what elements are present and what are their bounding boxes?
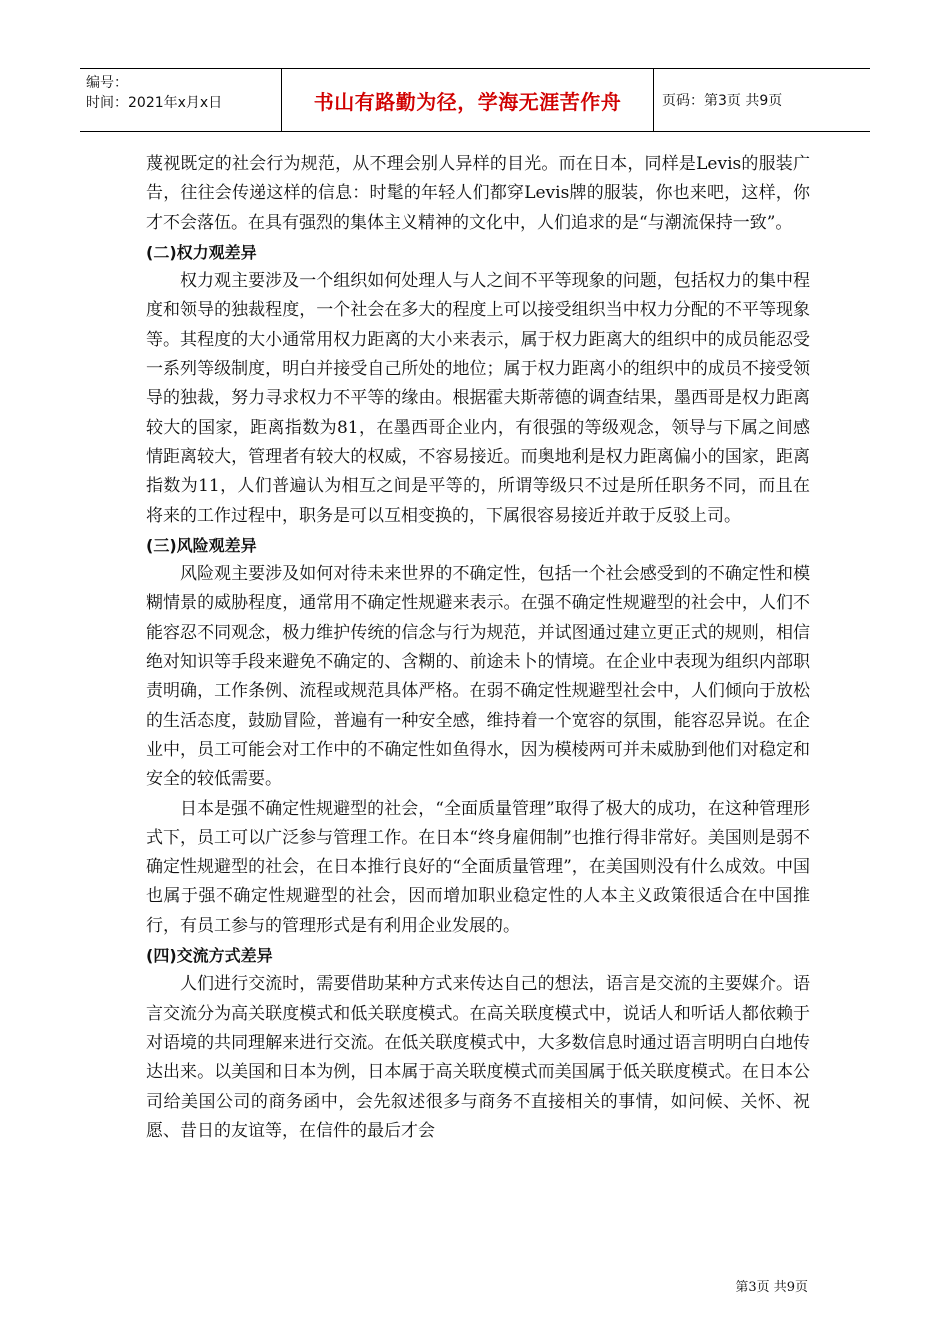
section-heading-communication: (四)交流方式差异 bbox=[146, 946, 273, 966]
motto-cell bbox=[282, 69, 654, 131]
paragraph: 权力观主要涉及一个组织如何处理人与人之间不平等现象的问题，包括权力的集中程度和领导的独裁程度，一个社会在多大的程度上可以接受组织当中权力分配的不平等现象等。其程度的大小通常用权力距离的大小来表示，属于权力距离大的组织中的成员能忍受一系列等级制度，明白并接受自己所处的地位；属于权力距离小的组织中的成员不接受领导的独裁，努力寻求权力不平等的缘由。根据霍夫斯蒂德的调查结果，墨西哥是权力距离较大的国家，距离指数为81，在墨西哥企业内，有很强的等级观念，领导与下属之间感情距离较大，管理者有较大的权威，不容易接近。而奥地利是权力距离偏小的国家，距离指数为11，人们普遍认为相互之间是平等的，所谓等级只不过是所任职务不同，而且在将来的工作过程中，职务是可以互相变换的，下属很容易接近并敢于反驳上司。 bbox=[146, 271, 810, 526]
header-meta-cell bbox=[80, 69, 282, 131]
paragraph: 蔑视既定的社会行为规范，从不理会别人异样的目光。而在日本，同样是Levis的服装广告，往往会传递这样的信息：时髦的年轻人们都穿Levis牌的服装，你也来吧，这样，你才不会落伍。在具有强烈的集体主义精神的文化中，人们追求的是“与潮流保持一致”。 bbox=[146, 154, 810, 233]
number-label: 编号： bbox=[86, 75, 128, 91]
page-code: 页码：第3页 共9页 bbox=[662, 93, 783, 109]
page-code-cell bbox=[654, 69, 870, 131]
section-heading-power: (二)权力观差异 bbox=[146, 242, 257, 262]
time-label: 时间：2021年x月x日 bbox=[86, 95, 223, 111]
document-body bbox=[146, 150, 810, 1146]
section-heading-risk: (三)风险观差异 bbox=[146, 535, 257, 555]
motto-text: 书山有路勤为径，学海无涯苦作舟 bbox=[313, 89, 622, 114]
page-footer: 第3页 共9页 bbox=[735, 1280, 808, 1295]
paragraph: 人们进行交流时，需要借助某种方式来传达自己的想法，语言是交流的主要媒介。语言交流分为高关联度模式和低关联度模式。在高关联度模式中，说话人和听话人都依赖于对语境的共同理解来进行交流。在低关联度模式中，大多数信息时通过语言明明白白地传达出来。以美国和日本为例，日本属于高关联度模式而美国属于低关联度模式。在日本公司给美国公司的商务函中，会先叙述很多与商务不直接相关的事情，如问候、关怀、祝愿、昔日的友谊等，在信件的最后才会 bbox=[146, 974, 810, 1141]
paragraph: 风险观主要涉及如何对待未来世界的不确定性，包括一个社会感受到的不确定性和模糊情景的威胁程度，通常用不确定性规避来表示。在强不确定性规避型的社会中，人们不能容忍不同观念，极力维护传统的信念与行为规范，并试图通过建立更正式的规则，相信绝对知识等手段来避免不确定的、含糊的、前途未卜的情境。在企业中表现为组织内部职责明确，工作条例、流程或规范具体严格。在弱不确定性规避型社会中，人们倾向于放松的生活态度，鼓励冒险，普遍有一种安全感，维持着一个宽容的氛围，能容忍异说。在企业中，员工可能会对工作中的不确定性如鱼得水，因为模棱两可并未威胁到他们对稳定和安全的较低需要。 bbox=[146, 564, 810, 790]
paragraph: 日本是强不确定性规避型的社会，“全面质量管理”取得了极大的成功，在这种管理形式下，员工可以广泛参与管理工作。在日本“终身雇佣制”也推行得非常好。美国则是弱不确定性规避型的社会，在日本推行良好的“全面质量管理”，在美国则没有什么成效。中国也属于强不确定性规避型的社会，因而增加职业稳定性的人本主义政策很适合在中国推行，有员工参与的管理形式是有利用企业发展的。 bbox=[146, 798, 810, 936]
page-header bbox=[80, 68, 870, 132]
